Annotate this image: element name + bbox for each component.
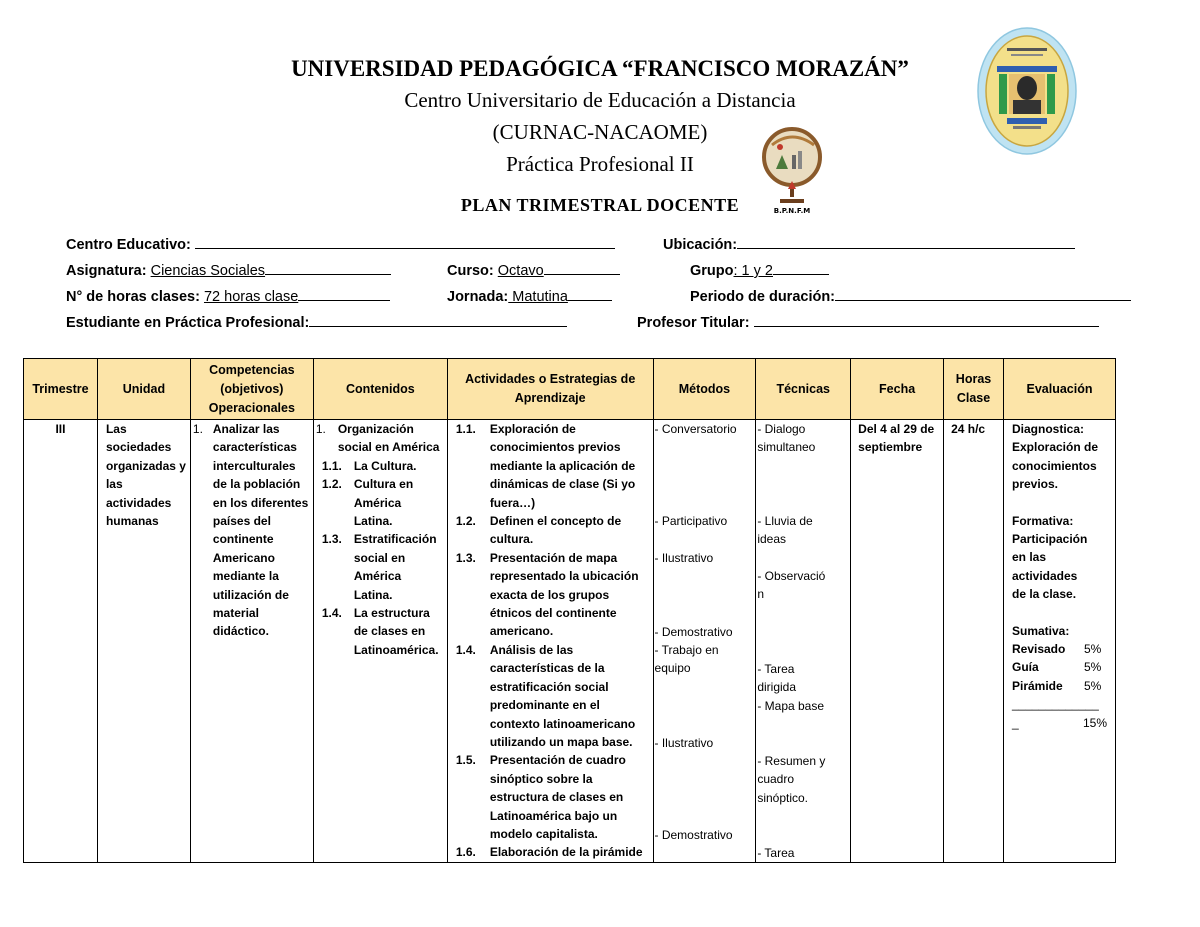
metodo-item: - Demostrativo (654, 828, 733, 842)
sum-label: Sumativa: (1011, 623, 1070, 638)
metodo-item: - Conversatorio (654, 422, 737, 436)
tecnica-item: - Dialogo simultaneo (757, 422, 816, 455)
actividades-cell: 1.1. Exploración de conocimientos previos mediante la aplicación de dinámicas de clase (Si yo fuera…) 1.2. Definen el concepto de cultura. 1.3. Presentación de mapa representado la ubicación exacta de los grupos étnicos del continente americano. 1.4. Análisis de las características de la estratificación social predominante en el contexto latinoamericano utilizando un mapa base. 1.5. Presentación de cuadro sinóptico sobre la estructura de clases en Latinoamérica bajo un modelo capitalista. 1.6. Elaboración de la pirámide (447, 420, 653, 863)
centro-educativo-field: Centro Educativo: (66, 235, 615, 253)
tecnica-item: - Lluvia de ideas (757, 514, 813, 547)
curso-field: Curso: Octavo (447, 261, 620, 279)
col-header: Evaluación (1003, 359, 1115, 420)
university-seal-logo (977, 26, 1077, 156)
metodo-item: - Trabajo en equipo (654, 643, 719, 676)
department-globe-logo (758, 115, 830, 215)
trimestre-cell: III (24, 420, 98, 863)
ubicacion-field: Ubicación: (663, 235, 1075, 253)
metodo-item: - Ilustrativo (654, 551, 714, 565)
estudiante-field: Estudiante en Práctica Profesional: (66, 313, 567, 331)
col-header: Fecha (851, 359, 944, 420)
col-header: Técnicas (756, 359, 851, 420)
metodos-cell (653, 420, 756, 863)
tecnica-item: - Tarea dirigida (757, 662, 797, 695)
sum-item: Pirámide 5% (1011, 678, 1102, 693)
col-header: Actividades o Estrategias de Aprendizaje (447, 359, 653, 420)
horas-cell: 24 h/c (944, 420, 1004, 863)
unidad-cell: Las sociedades organizadas y las actividades humanas (97, 420, 190, 863)
col-header: Contenidos (313, 359, 447, 420)
col-header: Competencias (objetivos) Operacionales (190, 359, 313, 420)
col-header: Trimestre (24, 359, 98, 420)
jornada-field: Jornada: Matutina (447, 287, 612, 305)
sum-item: Revisado 5% (1011, 642, 1102, 657)
tecnicas-cell (756, 420, 851, 863)
diag-label: Diagnostica: (1011, 422, 1084, 436)
asignatura-field: Asignatura: Ciencias Sociales (66, 261, 391, 279)
tecnica-item: - Observació n (757, 569, 826, 602)
sum-total: _ 15% (1011, 715, 1107, 730)
col-header: Horas Clase (944, 359, 1004, 420)
campus-name: (CURNAC-NACAOME) (492, 120, 708, 144)
competencias-cell: 1. Analizar las características interculturales de la población en los diferentes países del continente Americano mediante la utilización de material didáctico. (190, 420, 313, 863)
center-name: Centro Universitario de Educación a Distancia (404, 88, 796, 112)
col-header: Unidad (97, 359, 190, 420)
metodo-item: - Participativo (654, 514, 728, 528)
form-label: Formativa: (1011, 513, 1074, 528)
table-row (24, 420, 1116, 863)
profesor-field: Profesor Titular: (637, 313, 1099, 331)
evaluacion-cell (1003, 420, 1115, 863)
grupo-field: Grupo: 1 y 2 (690, 261, 829, 279)
col-header: Métodos (653, 359, 756, 420)
plan-title: PLAN TRIMESTRAL DOCENTE (460, 195, 740, 215)
plan-table (23, 358, 1116, 863)
metodo-item: - Ilustrativo (654, 736, 714, 750)
metodo-item: - Demostrativo (654, 625, 733, 639)
logo-caption: B.P.N.F.M (773, 207, 811, 215)
form-text: Participación en las actividades de la clase. (1011, 532, 1088, 602)
fecha-cell: Del 4 al 29 de septiembre (851, 420, 944, 863)
contenidos-cell: 1. Organización social en América 1.1. La Cultura. 1.2. Cultura en América Latina. 1.3. Estratificación social en América Latina. 1.4. La estructura de clases en Latinoamérica. (313, 420, 447, 863)
sum-item: Guía 5% (1011, 660, 1102, 675)
periodo-field: Periodo de duración: (690, 287, 1131, 305)
course-name: Práctica Profesional II (506, 152, 694, 176)
table-header-row (24, 359, 1116, 420)
horas-clases-field: N° de horas clases: 72 horas clase (66, 287, 390, 305)
university-title: UNIVERSIDAD PEDAGÓGICA “FRANCISCO MORAZÁN” (291, 56, 909, 81)
diag-text: Exploración de conocimientos previos. (1011, 440, 1099, 492)
sum-separator: _____________ (1011, 697, 1099, 712)
tecnica-item: - Mapa base (757, 699, 825, 713)
tecnica-item: - Resumen y cuadro sinóptico. (757, 754, 826, 805)
tecnica-item: - Tarea (757, 846, 795, 860)
